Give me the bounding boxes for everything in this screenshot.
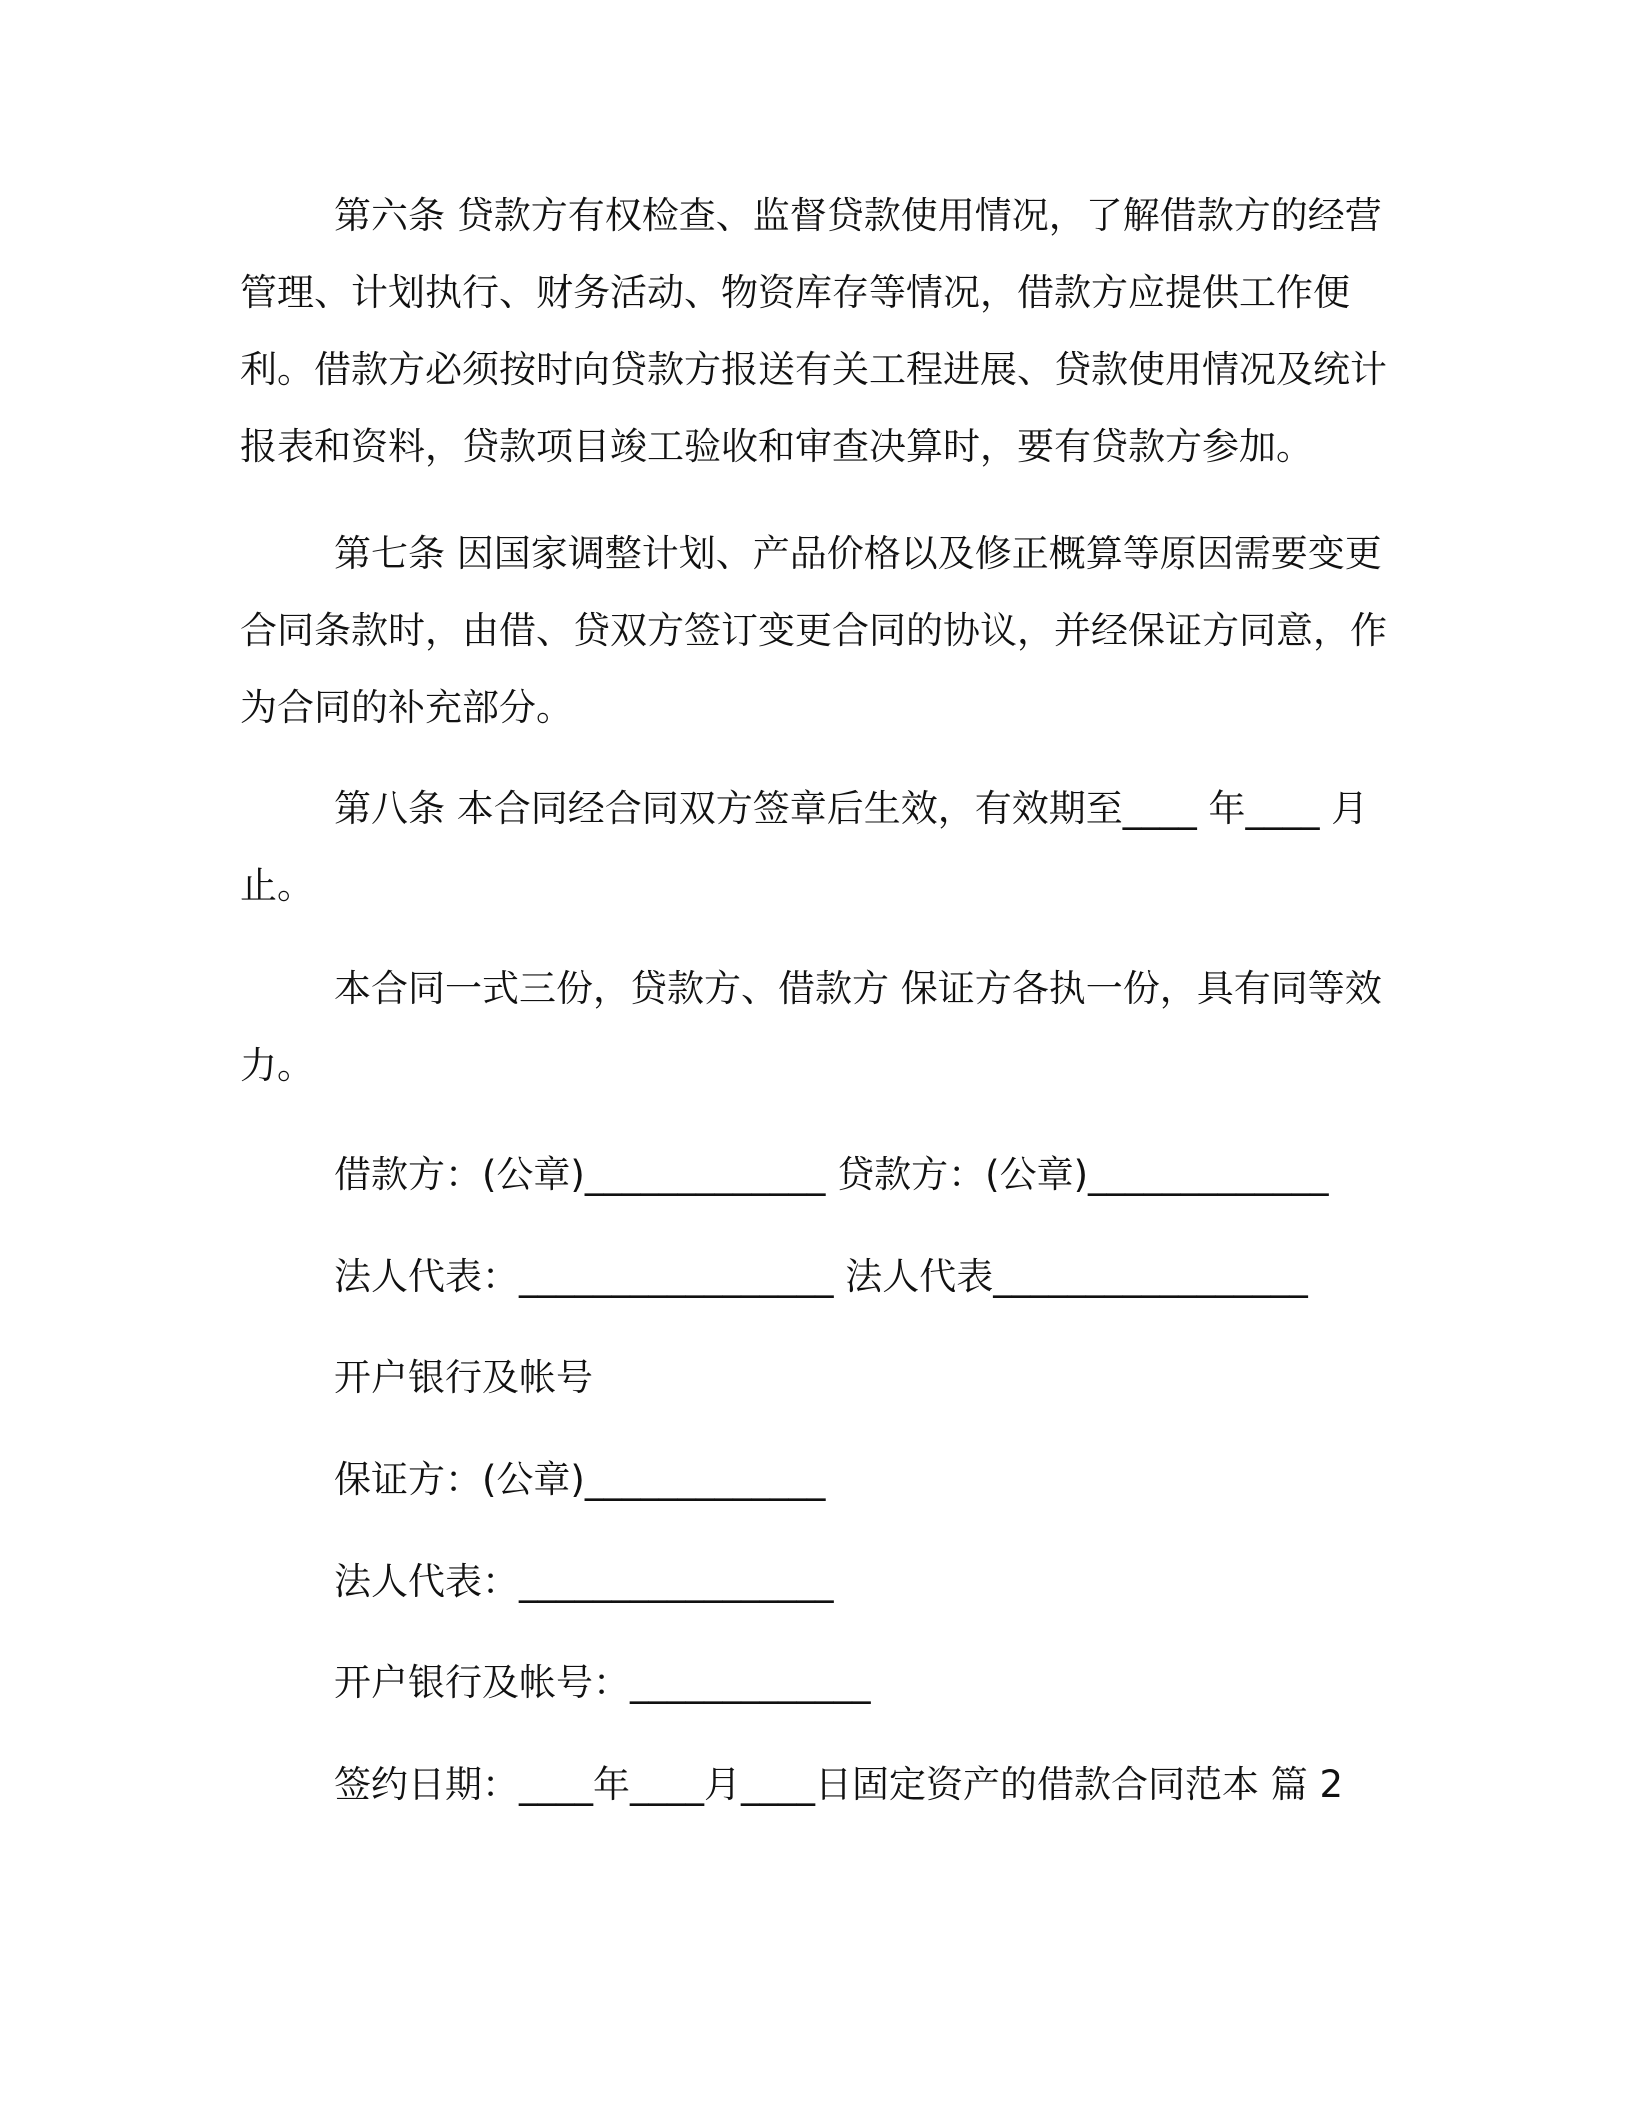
article-8-paragraph: 第八条 本合同经合同双方签章后生效，有效期至____ 年____ 月止。 (240, 787, 1369, 907)
legal-representative-line: 法人代表：_________________ 法人代表_________________ (334, 1255, 1308, 1298)
bank-account-label-line: 开户银行及帐号 (334, 1356, 593, 1399)
article-6-paragraph: 第六条 贷款方有权检查、监督贷款使用情况，了解借款方的经营管理、计划执行、财务活动、物资库存等情况，借款方应提供工作便利。借款方必须按时向贷款方报送有关工程进展、贷款使用情况及统计报表和资料，贷款项目竣工验收和审查决算时，要有贷款方参加。 (240, 194, 1387, 468)
article-7-paragraph: 第七条 因国家调整计划、产品价格以及修正概算等原因需要变更合同条款时，由借、贷双方签订变更合同的协议，并经保证方同意，作为合同的补充部分。 (240, 532, 1387, 729)
guarantor-seal-line: 保证方：(公章)_____________ (334, 1458, 826, 1501)
borrower-lender-seal-line: 借款方：(公章)_____________ 贷款方：(公章)_____________ (334, 1153, 1329, 1196)
guarantor-legal-representative-line: 法人代表：_________________ (334, 1560, 834, 1603)
guarantor-bank-account-line: 开户银行及帐号：_____________ (334, 1661, 871, 1704)
copies-paragraph: 本合同一式三份，贷款方、借款方 保证方各执一份，具有同等效力。 (240, 967, 1382, 1087)
signing-date-line: 签约日期：____年____月____日固定资产的借款合同范本 篇 2 (334, 1763, 1344, 1806)
